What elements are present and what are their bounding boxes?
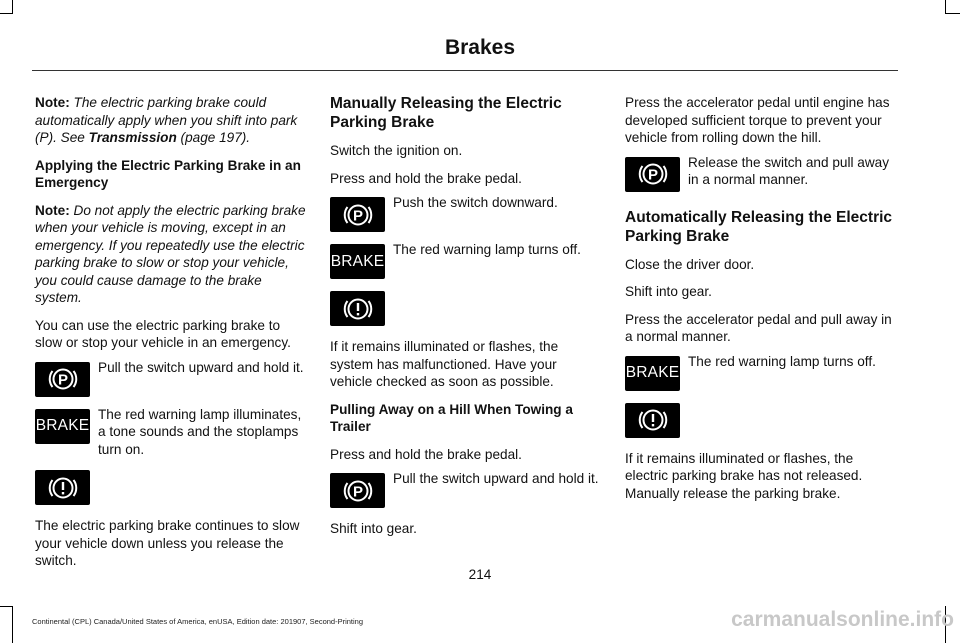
body-paragraph: The electric parking brake continues to slow your vehicle down unless you release the switch.	[35, 518, 300, 568]
parking-brake-icon	[35, 362, 90, 397]
crop-mark	[12, 0, 13, 14]
step-row	[330, 473, 602, 508]
brake-icon-label: BRAKE	[330, 252, 385, 270]
step-row	[330, 244, 602, 279]
svg-text:P: P	[352, 483, 363, 500]
body-paragraph: Press and hold the brake pedal.	[330, 170, 522, 186]
step-row	[625, 353, 897, 391]
brake-icon-label: BRAKE	[35, 417, 90, 435]
step-text: Pull the switch upward and hold it.	[393, 471, 599, 486]
body-paragraph: If it remains illuminated or flashes, the electric parking brake has not released. Manually release the parking brake.	[625, 450, 863, 501]
column-3	[625, 94, 897, 512]
column-1	[35, 94, 307, 580]
step-text: Pull the switch upward and hold it.	[98, 359, 304, 375]
step-text: Push the switch downward.	[393, 195, 558, 210]
crop-mark	[945, 13, 960, 14]
watermark: carmanualsonline.info	[731, 608, 954, 631]
crop-mark	[0, 13, 13, 14]
body-paragraph: Press the accelerator pedal and pull away in a normal manner.	[625, 311, 892, 344]
note-text: The electric parking brake could automatically apply when you shift into park (P). See	[35, 95, 298, 145]
brake-icon-label: BRAKE	[625, 364, 680, 382]
section-heading: Applying the Electric Parking Brake in an Emergency	[35, 157, 301, 190]
svg-text:P: P	[352, 207, 363, 224]
body-paragraph: Press the accelerator pedal until engine has developed sufficient torque to prevent your vehicle from rolling down the hill.	[625, 95, 890, 145]
page-number: 214	[468, 567, 492, 582]
step-row	[625, 154, 897, 192]
step-text: Release the switch and pull away in a normal manner.	[688, 154, 889, 187]
header-divider	[32, 70, 898, 71]
step-text: The red warning lamp turns off.	[688, 353, 876, 369]
page-title: Brakes	[444, 36, 516, 59]
crop-mark	[0, 606, 13, 607]
body-paragraph: Shift into gear.	[625, 284, 712, 299]
parking-brake-icon	[625, 157, 680, 192]
parking-brake-icon	[330, 197, 385, 232]
sub-heading: Pulling Away on a Hill When Towing a Trailer	[330, 401, 573, 434]
column-2	[330, 94, 602, 548]
body-paragraph: If it remains illuminated or flashes, the system has malfunctioned. Have your vehicle checked as soon as possible.	[330, 339, 559, 389]
section-heading: Automatically Releasing the Electric Parking Brake	[625, 208, 893, 245]
brake-warning-icon	[330, 244, 385, 279]
note-text-page: (page 197).	[176, 130, 251, 145]
step-row	[35, 359, 307, 397]
note-label: Note:	[35, 95, 70, 110]
crop-mark	[945, 0, 946, 14]
transmission-link[interactable]: Transmission	[88, 130, 177, 145]
body-paragraph: Shift into gear.	[330, 521, 417, 536]
section-heading: Manually Releasing the Electric Parking Brake	[330, 95, 562, 131]
warning-exclamation-icon	[330, 291, 385, 326]
note-paragraph	[35, 94, 307, 147]
body-paragraph: Switch the ignition on.	[330, 143, 463, 158]
warning-exclamation-icon	[625, 403, 680, 438]
note-paragraph-2	[35, 202, 307, 307]
footer-edition: Continental (CPL) Canada/United States of America, enUSA, Edition date: 201907, Second-Printing	[32, 617, 364, 626]
step-text: The red warning lamp turns off.	[393, 242, 581, 257]
svg-text:P: P	[57, 371, 68, 389]
step-text: The red warning lamp illuminates, a tone sounds and the stoplamps turn on.	[98, 406, 302, 457]
svg-text:P: P	[647, 166, 658, 184]
parking-brake-icon	[330, 473, 385, 508]
brake-warning-icon	[625, 356, 680, 391]
brake-warning-icon	[35, 409, 90, 444]
crop-mark	[12, 606, 13, 643]
note-label: Note:	[35, 202, 70, 218]
warning-exclamation-icon	[35, 470, 90, 505]
body-paragraph: Press and hold the brake pedal.	[330, 446, 522, 462]
body-paragraph: Close the driver door.	[625, 256, 755, 272]
step-row	[35, 406, 307, 459]
step-row	[330, 197, 602, 232]
note-text: Do not apply the electric parking brake when your vehicle is moving, except in an emergency. If you repeatedly use the electric parking brake to slow or stop your vehicle, you could cause damage to the brake system.	[35, 202, 306, 305]
body-paragraph: You can use the electric parking brake to slow or stop your vehicle in an emergency.	[35, 317, 291, 350]
